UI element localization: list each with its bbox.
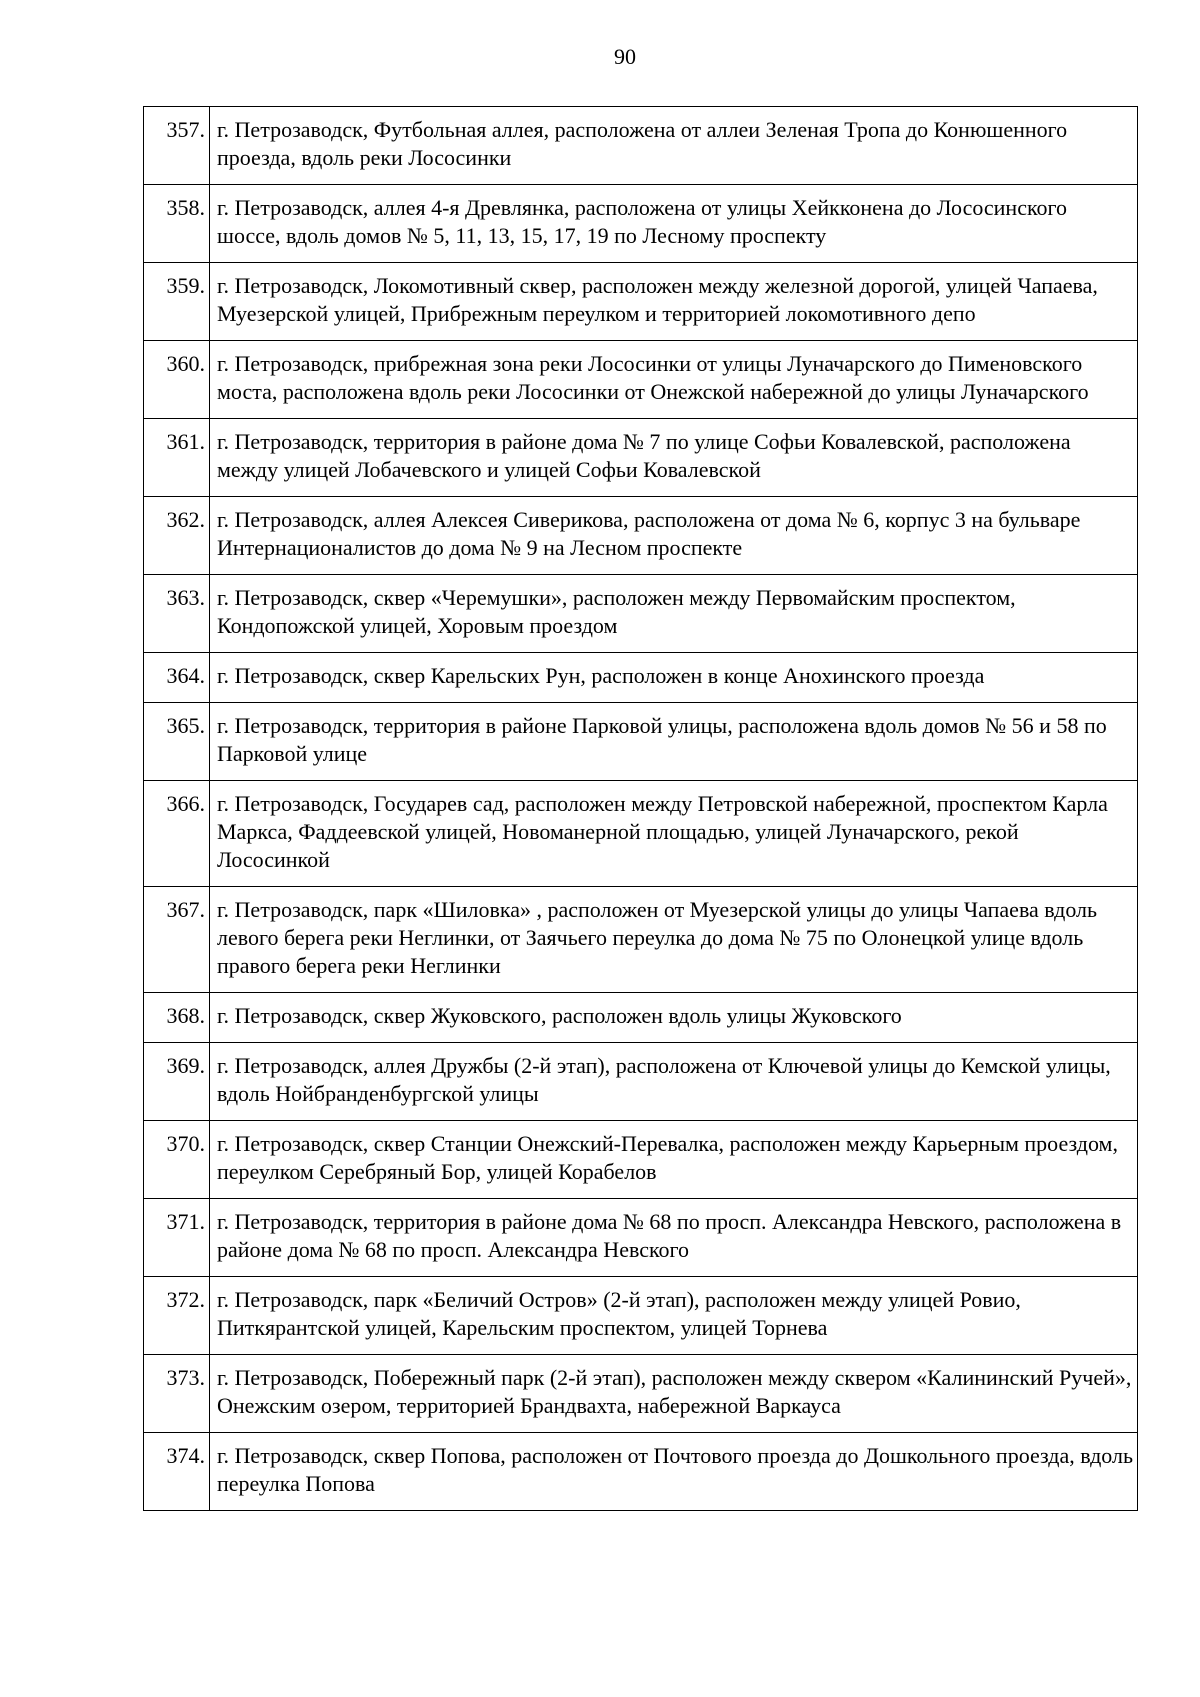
row-number: 358.: [144, 185, 210, 263]
row-description: г. Петрозаводск, прибрежная зона реки Лососинки от улицы Луначарского до Пименовского моста, расположена вдоль реки Лососинки от Онежской набережной до улицы Луначарского: [210, 341, 1138, 419]
row-number: 370.: [144, 1121, 210, 1199]
table-row: [144, 341, 1138, 419]
row-number: 359.: [144, 263, 210, 341]
row-description: г. Петрозаводск, Побережный парк (2-й этап), расположен между сквером «Калининский Ручей», Онежским озером, территорией Брандвахта, набережной Варкауса: [210, 1355, 1138, 1433]
row-description: г. Петрозаводск, Государев сад, расположен между Петровской набережной, проспектом Карла Маркса, Фаддеевской улицей, Новоманерной площадью, улицей Луначарского, рекой Лососинкой: [210, 781, 1138, 887]
table-row: [144, 497, 1138, 575]
table-row: [144, 107, 1138, 185]
row-description: г. Петрозаводск, территория в районе дома № 68 по просп. Александра Невского, расположена в районе дома № 68 по просп. Александра Невского: [210, 1199, 1138, 1277]
table-row: [144, 781, 1138, 887]
table-row: [144, 1355, 1138, 1433]
table-row: [144, 653, 1138, 703]
row-description: г. Петрозаводск, парк «Беличий Остров» (2-й этап), расположен между улицей Ровио, Питкярантской улицей, Карельским проспектом, улицей Торнева: [210, 1277, 1138, 1355]
row-description: г. Петрозаводск, аллея 4-я Древлянка, расположена от улицы Хейкконена до Лососинского шоссе, вдоль домов № 5, 11, 13, 15, 17, 19 по Лесному проспекту: [210, 185, 1138, 263]
row-description: г. Петрозаводск, территория в районе дома № 7 по улице Софьи Ковалевской, расположена между улицей Лобачевского и улицей Софьи Ковалевской: [210, 419, 1138, 497]
row-number: 367.: [144, 887, 210, 993]
row-description: г. Петрозаводск, аллея Дружбы (2-й этап), расположена от Ключевой улицы до Кемской улицы, вдоль Нойбранденбургской улицы: [210, 1043, 1138, 1121]
table-row: [144, 185, 1138, 263]
row-description: г. Петрозаводск, парк «Шиловка» , расположен от Муезерской улицы до улицы Чапаева вдоль левого берега реки Неглинки, от Заячьего переулка до дома № 75 по Олонецкой улице вдоль правого берега реки Неглинки: [210, 887, 1138, 993]
page-number: 90: [614, 44, 636, 69]
row-description: г. Петрозаводск, сквер Жуковского, расположен вдоль улицы Жуковского: [210, 993, 1138, 1043]
row-description: г. Петрозаводск, Футбольная аллея, расположена от аллеи Зеленая Тропа до Конюшенного проезда, вдоль реки Лососинки: [210, 107, 1138, 185]
table-row: [144, 575, 1138, 653]
row-number: 373.: [144, 1355, 210, 1433]
row-number: 369.: [144, 1043, 210, 1121]
table-row: [144, 1043, 1138, 1121]
registry-table: [143, 106, 1138, 1511]
row-number: 361.: [144, 419, 210, 497]
row-number: 363.: [144, 575, 210, 653]
row-description: г. Петрозаводск, аллея Алексея Сиверикова, расположена от дома № 6, корпус 3 на бульваре Интернационалистов до дома № 9 на Лесном проспекте: [210, 497, 1138, 575]
table-row: [144, 419, 1138, 497]
table-row: [144, 263, 1138, 341]
row-number: 368.: [144, 993, 210, 1043]
row-number: 357.: [144, 107, 210, 185]
table-row: [144, 1277, 1138, 1355]
row-number: 364.: [144, 653, 210, 703]
table-row: [144, 993, 1138, 1043]
row-description: г. Петрозаводск, сквер Станции Онежский-Перевалка, расположен между Карьерным проездом, переулком Серебряный Бор, улицей Корабелов: [210, 1121, 1138, 1199]
table-row: [144, 1433, 1138, 1511]
row-number: 374.: [144, 1433, 210, 1511]
row-number: 372.: [144, 1277, 210, 1355]
table-row: [144, 1121, 1138, 1199]
row-description: г. Петрозаводск, сквер Попова, расположен от Почтового проезда до Дошкольного проезда, вдоль переулка Попова: [210, 1433, 1138, 1511]
row-number: 371.: [144, 1199, 210, 1277]
row-number: 362.: [144, 497, 210, 575]
row-description: г. Петрозаводск, территория в районе Парковой улицы, расположена вдоль домов № 56 и 58 по Парковой улице: [210, 703, 1138, 781]
row-number: 366.: [144, 781, 210, 887]
row-description: г. Петрозаводск, сквер Карельских Рун, расположен в конце Анохинского проезда: [210, 653, 1138, 703]
table-row: [144, 703, 1138, 781]
table-row: [144, 887, 1138, 993]
row-number: 360.: [144, 341, 210, 419]
row-description: г. Петрозаводск, Локомотивный сквер, расположен между железной дорогой, улицей Чапаева, Муезерской улицей, Прибрежным переулком и территорией локомотивного депо: [210, 263, 1138, 341]
table-row: [144, 1199, 1138, 1277]
row-number: 365.: [144, 703, 210, 781]
row-description: г. Петрозаводск, сквер «Черемушки», расположен между Первомайским проспектом, Кондопожской улицей, Хоровым проездом: [210, 575, 1138, 653]
